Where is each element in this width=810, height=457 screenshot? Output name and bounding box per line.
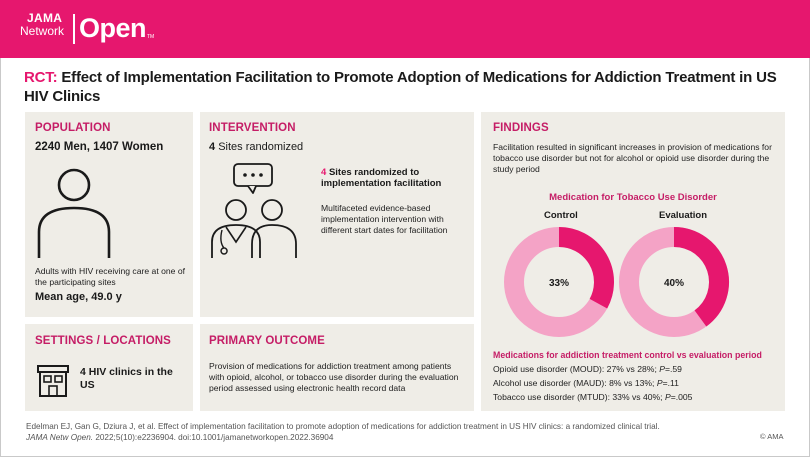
chart-title: Medication for Tobacco Use Disorder — [549, 192, 717, 203]
copyright: © AMA — [760, 432, 784, 441]
intervention-sites-text: Sites randomized — [218, 141, 304, 153]
finding-row-opioid — [493, 364, 682, 375]
citation — [26, 421, 756, 443]
findings-heading: FINDINGS — [493, 122, 549, 134]
donut-control — [514, 237, 604, 327]
finding-row-label: Alcohol use disorder (MAUD): — [493, 378, 607, 388]
citation-line2: 2022;5(10):e2236904. doi:10.1001/jamanetworkopen.2022.36904 — [95, 433, 334, 442]
citation-journal: JAMA Netw Open. — [26, 433, 94, 442]
finding-row-alcohol — [493, 378, 679, 389]
outcome-heading: PRIMARY OUTCOME — [209, 335, 325, 347]
finding-row-p: P — [664, 392, 671, 402]
donut-control-label: Control — [544, 210, 578, 221]
primary-outcome-panel — [200, 324, 474, 411]
finding-row-values: 33% vs 40%; — [612, 392, 663, 402]
intervention-arm-description: Multifaceted evidence-based implementation intervention with different start dates for facilitation — [321, 203, 448, 235]
population-counts: 2240 Men, 1407 Women — [35, 141, 164, 153]
findings-summary: Facilitation resulted in significant increases in provision of medications for tobacco use disorder but not for alcohol or opioid use disorder during the study period — [493, 142, 772, 174]
donut-evaluation-value: 40% — [663, 278, 685, 289]
finding-row-label: Tobacco use disorder (MTUD): — [493, 392, 611, 402]
citation-line1: Edelman EJ, Gan G, Dziura J, et al. Effect of implementation facilitation to promote adoption of medications for addiction treatment in US HIV clinics: a randomized clinical trial. — [26, 422, 660, 431]
population-description: Adults with HIV receiving care at one of the participating sites — [35, 266, 185, 287]
clinic-building-icon — [35, 362, 71, 398]
intervention-arm-title-text: Sites randomized to implementation facilitation — [321, 167, 442, 189]
population-mean-age: Mean age, 49.0 y — [35, 291, 122, 303]
finding-row-values: 27% vs 28%; — [606, 364, 657, 374]
donut-evaluation-label: Evaluation — [659, 210, 708, 221]
title-tag: RCT: — [24, 69, 58, 86]
settings-heading: SETTINGS / LOCATIONS — [35, 335, 171, 347]
page-title — [24, 68, 794, 106]
donut-charts — [481, 222, 785, 342]
logo-network-text: Network — [20, 24, 65, 38]
donut-control-value-arc — [559, 237, 604, 304]
intervention-heading: INTERVENTION — [209, 122, 296, 134]
intervention-panel — [200, 112, 474, 317]
intervention-sites — [209, 141, 303, 153]
finding-row-tobacco — [493, 392, 692, 403]
finding-row-p: P — [656, 378, 663, 388]
donut-control-value: 33% — [548, 278, 570, 289]
intervention-arm-title — [321, 167, 466, 189]
findings-panel — [481, 112, 785, 411]
intervention-arm-num: 4 — [321, 167, 327, 178]
journal-header — [0, 0, 810, 58]
logo-jama-text: JAMA — [27, 11, 63, 25]
finding-row-label: Opioid use disorder (MOUD): — [493, 364, 605, 374]
outcome-text: Provision of medications for addiction treatment among patients with opioid, alcohol, or tobacco use disorder during the evaluation period assessed using electronic health record data — [209, 361, 459, 393]
settings-text: 4 HIV clinics in the US — [80, 366, 173, 391]
citation-line2-wrap — [26, 432, 756, 443]
doctor-patient-chat-icon — [208, 162, 300, 260]
title-text: Effect of Implementation Facilitation to Promote Adoption of Medications for Addiction Treatment in US HIV Clinics — [24, 69, 777, 105]
table-title: Medications for addiction treatment control vs evaluation period — [493, 350, 762, 360]
population-heading: POPULATION — [35, 122, 111, 134]
finding-row-pval: =.11 — [662, 378, 679, 388]
logo-trademark: TM — [147, 34, 155, 40]
finding-row-p: P — [659, 364, 665, 374]
finding-row-values: 8% vs 13%; — [609, 378, 655, 388]
finding-row-pval: =.59 — [664, 364, 682, 374]
finding-row-pval: =.005 — [670, 392, 693, 402]
person-icon — [35, 166, 113, 260]
population-panel — [25, 112, 193, 317]
logo-open-text: Open — [79, 13, 147, 43]
settings-panel — [25, 324, 193, 411]
intervention-sites-num: 4 — [209, 141, 216, 153]
donut-evaluation — [629, 237, 719, 327]
logo-divider — [73, 14, 75, 44]
